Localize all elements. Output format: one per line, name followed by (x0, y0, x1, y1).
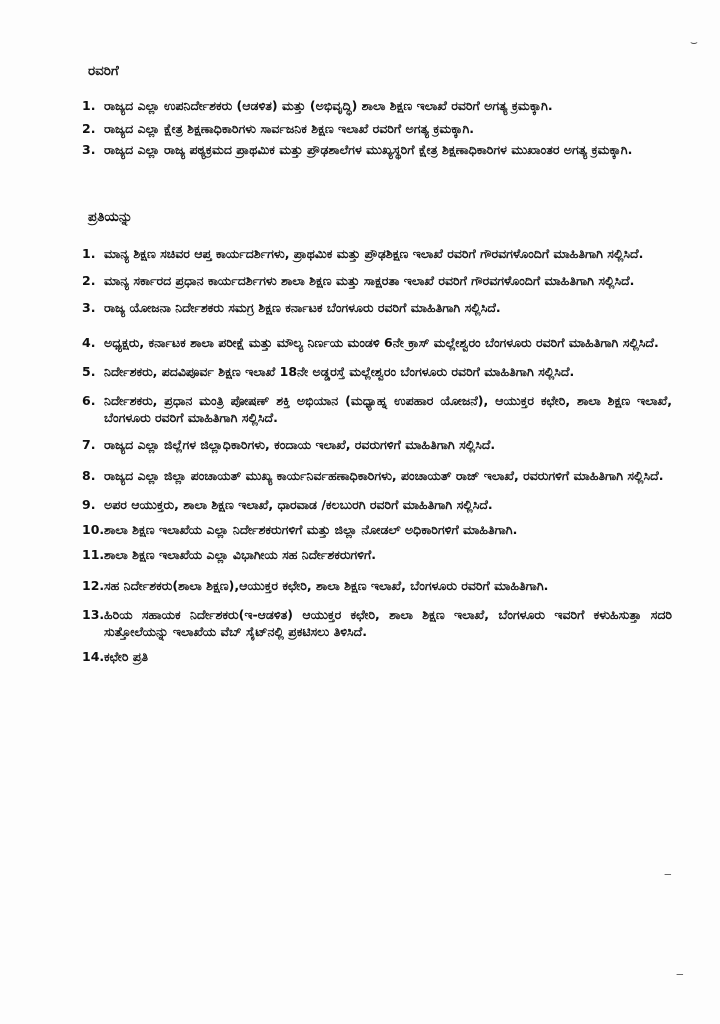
item-text: ಶಾಲಾ ಶಿಕ್ಷಣ ಇಲಾಖೆಯ ಎಲ್ಲಾ ವಿಭಾಗೀಯ ಸಹ ನಿರ್ದೇಶಕರುಗಳಿಗೆ. (104, 547, 377, 562)
item-text: ರಾಜ್ಯದ ಎಲ್ಲಾ ಜಿಲ್ಲಾ ಪಂಚಾಯತ್ ಮುಖ್ಯ ಕಾರ್ಯನಿರ್ವಹಣಾಧಿಕಾರಿಗಳು, ಪಂಚಾಯತ್ ರಾಜ್ ಇಲಾಖೆ, ರವರುಗಳಿಗೆ ಮಾಹಿತಿಗಾಗಿ ಸಲ್ಲಿಸಿದೆ. (104, 468, 664, 483)
item-text: ಹಿರಿಯ ಸಹಾಯಕ ನಿರ್ದೇಶಕರು(ಇ-ಆಡಳಿತ) ಆಯುಕ್ತರ ಕಛೇರಿ, ಶಾಲಾ ಶಿಕ್ಷಣ ಇಲಾಖೆ, ಬೆಂಗಳೂರು ಇವರಿಗೆ ಕಳುಹಿಸುತ್ತಾ ಸದರಿ ಸುತ್ತೋಲೆಯನ್ನು ಇಲಾಖೆಯ ವೆಬ್ ಸೈಟ್‌ನಲ್ಲಿ ಪ್ರಕಟಿಸಲು ತಿಳಿಸಿದೆ. (104, 607, 672, 639)
list-item (82, 467, 672, 484)
item-text: ರಾಜ್ಯ ಯೋಜನಾ ನಿರ್ದೇಶಕರು ಸಮಗ್ರ ಶಿಕ್ಷಣ ಕರ್ನಾಟಕ ಬೆಂಗಳೂರು ರವರಿಗೆ ಮಾಹಿತಿಗಾಗಿ ಸಲ್ಲಿಸಿದೆ. (104, 300, 501, 315)
item-number: 4. (82, 335, 96, 350)
item-number: 2. (82, 121, 96, 136)
list-item (82, 272, 672, 289)
item-text: ಮಾನ್ಯ ಸರ್ಕಾರದ ಪ್ರಧಾನ ಕಾರ್ಯದರ್ಶಿಗಳು ಶಾಲಾ ಶಿಕ್ಷಣ ಮತ್ತು ಸಾಕ್ಷರತಾ ಇಲಾಖೆ ರವರಿಗೆ ಗೌರವಗಳೊಂದಿಗೆ ಮಾಹಿತಿಗಾಗಿ ಸಲ್ಲಿಸಿದೆ. (104, 273, 635, 288)
item-number: 13. (82, 607, 105, 622)
section-heading-copies: ಪ್ರತಿಯನ್ನು (88, 209, 133, 225)
item-text: ನಿರ್ದೇಶಕರು, ಪ್ರಧಾನ ಮಂತ್ರಿ ಪೋಷಣ್ ಶಕ್ತಿ ಅಭಿಯಾನ (ಮಧ್ಯಾಹ್ನ ಉಪಹಾರ ಯೋಜನೆ), ಆಯುಕ್ತರ ಕಛೇರಿ, ಶಾಲಾ ಶಿಕ್ಷಣ ಇಲಾಖೆ, ಬೆಂಗಳೂರು ರವರಿಗೆ ಮಾಹಿತಿಗಾಗಿ ಸಲ್ಲಿಸಿದೆ. (104, 393, 672, 425)
list-item (82, 546, 672, 563)
item-number: 12. (82, 578, 105, 593)
list-item (82, 120, 672, 137)
list-item (82, 299, 672, 316)
item-text: ಅಧ್ಯಕ್ಷರು, ಕರ್ನಾಟಕ ಶಾಲಾ ಪರೀಕ್ಷೆ ಮತ್ತು ಮೌಲ್ಯ ನಿರ್ಣಯ ಮಂಡಳಿ 6ನೇ ಕ್ರಾಸ್ ಮಲ್ಲೇಶ್ವರಂ ಬೆಂಗಳೂರು ರವರಿಗೆ ಮಾಹಿತಿಗಾಗಿ ಸಲ್ಲಿಸಿದೆ. (104, 335, 659, 350)
list-item (82, 97, 672, 114)
list-item (82, 496, 672, 513)
list-item (82, 392, 672, 426)
section-heading-addressees: ರವರಿಗೆ (88, 63, 119, 79)
scan-mark-top-right: ⌣ (690, 35, 698, 49)
list-item (82, 334, 672, 351)
item-text: ರಾಜ್ಯದ ಎಲ್ಲಾ ಜಿಲ್ಲೆಗಳ ಜಿಲ್ಲಾಧಿಕಾರಿಗಳು, ಕಂದಾಯ ಇಲಾಖೆ, ರವರುಗಳಿಗೆ ಮಾಹಿತಿಗಾಗಿ ಸಲ್ಲಿಸಿದೆ. (104, 437, 496, 452)
item-number: 2. (82, 273, 96, 288)
item-text: ರಾಜ್ಯದ ಎಲ್ಲಾ ಉಪನಿರ್ದೇಶಕರು (ಆಡಳಿತ) ಮತ್ತು (ಅಭಿವೃದ್ಧಿ) ಶಾಲಾ ಶಿಕ್ಷಣ ಇಲಾಖೆ ರವರಿಗೆ ಅಗತ್ಯ ಕ್ರಮಕ್ಕಾಗಿ. (104, 98, 553, 113)
list-item (82, 648, 672, 665)
item-number: 1. (82, 98, 96, 113)
item-number: 7. (82, 437, 96, 452)
item-number: 1. (82, 246, 96, 261)
list-item (82, 436, 672, 453)
item-text: ಅಪರ ಆಯುಕ್ತರು, ಶಾಲಾ ಶಿಕ್ಷಣ ಇಲಾಖೆ, ಧಾರವಾಡ /ಕಲಬುರಗಿ ರವರಿಗೆ ಮಾಹಿತಿಗಾಗಿ ಸಲ್ಲಿಸಿದೆ. (104, 497, 493, 512)
item-number: 8. (82, 468, 96, 483)
item-text: ರಾಜ್ಯದ ಎಲ್ಲಾ ರಾಜ್ಯ ಪಠ್ಯಕ್ರಮದ ಪ್ರಾಥಮಿಕ ಮತ್ತು ಪ್ರೌಢಶಾಲೆಗಳ ಮುಖ್ಯಸ್ಥರಿಗೆ ಕ್ಷೇತ್ರ ಶಿಕ್ಷಣಾಧಿಕಾರಿಗಳ ಮುಖಾಂತರ ಅಗತ್ಯ ಕ್ರಮಕ್ಕಾಗಿ. (104, 142, 633, 157)
list-item (82, 245, 672, 262)
item-number: 5. (82, 364, 96, 379)
list-item (82, 521, 672, 538)
scan-mark-right: ‒ (664, 867, 672, 881)
item-number: 6. (82, 393, 96, 408)
item-number: 11. (82, 547, 105, 562)
list-item (82, 141, 672, 158)
addressee-list (82, 97, 672, 158)
copy-recipient-list (82, 245, 672, 665)
item-number: 14. (82, 649, 105, 664)
list-item (82, 577, 672, 594)
item-text: ಶಾಲಾ ಶಿಕ್ಷಣ ಇಲಾಖೆಯ ಎಲ್ಲಾ ನಿರ್ದೇಶಕರುಗಳಿಗೆ ಮತ್ತು ಜಿಲ್ಲಾ ನೋಡಲ್ ಅಧಿಕಾರಿಗಳಿಗೆ ಮಾಹಿತಿಗಾಗಿ. (104, 522, 518, 537)
item-text: ಸಹ ನಿರ್ದೇಶಕರು(ಶಾಲಾ ಶಿಕ್ಷಣ),ಆಯುಕ್ತರ ಕಛೇರಿ, ಶಾಲಾ ಶಿಕ್ಷಣ ಇಲಾಖೆ, ಬೆಂಗಳೂರು ರವರಿಗೆ ಮಾಹಿತಿಗಾಗಿ. (104, 578, 549, 593)
item-text: ನಿರ್ದೇಶಕರು, ಪದವಿಪೂರ್ವ ಶಿಕ್ಷಣ ಇಲಾಖೆ 18ನೇ ಅಡ್ಡರಸ್ತೆ ಮಲ್ಲೇಶ್ವರಂ ಬೆಂಗಳೂರು ರವರಿಗೆ ಮಾಹಿತಿಗಾಗಿ ಸಲ್ಲಿಸಿದೆ. (104, 364, 575, 379)
list-item (82, 363, 672, 380)
item-number: 10. (82, 522, 105, 537)
item-text: ಕಛೇರಿ ಪ್ರತಿ (104, 649, 149, 664)
item-number: 9. (82, 497, 96, 512)
item-number: 3. (82, 142, 96, 157)
list-item (82, 606, 672, 640)
item-text: ರಾಜ್ಯದ ಎಲ್ಲಾ ಕ್ಷೇತ್ರ ಶಿಕ್ಷಣಾಧಿಕಾರಿಗಳು ಸಾರ್ವಜನಿಕ ಶಿಕ್ಷಣ ಇಲಾಖೆ ರವರಿಗೆ ಅಗತ್ಯ ಕ್ರಮಕ್ಕಾಗಿ. (104, 121, 475, 136)
item-number: 3. (82, 300, 96, 315)
scan-mark-edge: ‒ (676, 967, 684, 981)
item-text: ಮಾನ್ಯ ಶಿಕ್ಷಣ ಸಚಿವರ ಆಪ್ತ ಕಾರ್ಯದರ್ಶಿಗಳು, ಪ್ರಾಥಮಿಕ ಮತ್ತು ಪ್ರೌಢಶಿಕ್ಷಣ ಇಲಾಖೆ ರವರಿಗೆ ಗೌರವಗಳೊಂದಿಗೆ ಮಾಹಿತಿಗಾಗಿ ಸಲ್ಲಿಸಿದೆ. (104, 246, 644, 261)
